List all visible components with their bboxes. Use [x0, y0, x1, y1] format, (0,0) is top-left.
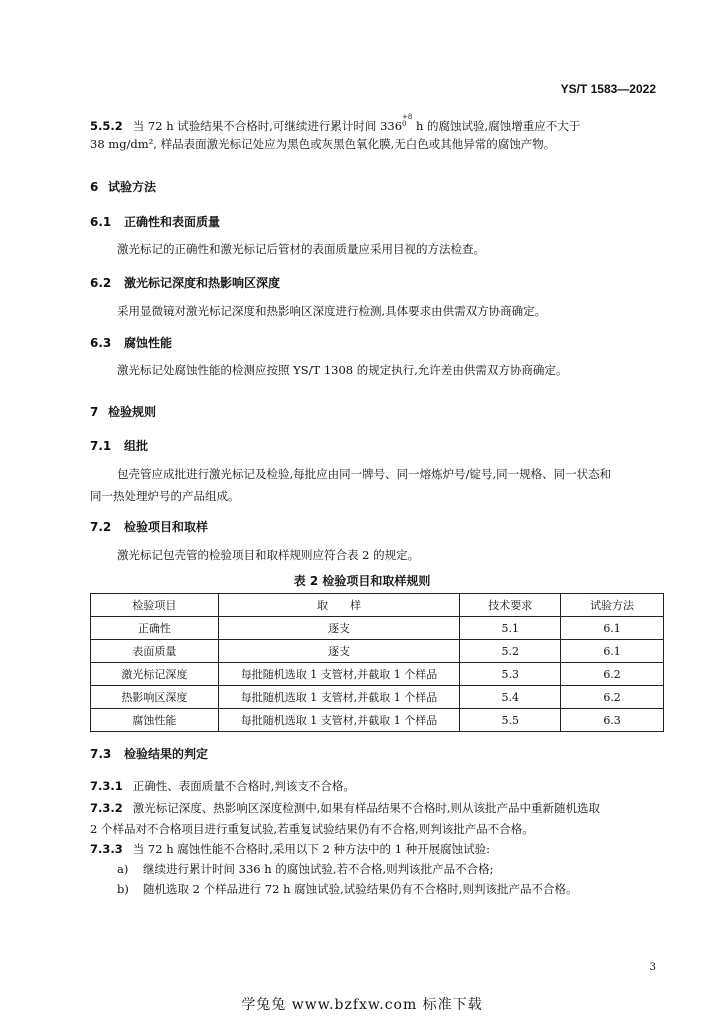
- table-row: [91, 617, 664, 640]
- tolerance-upper: +8: [402, 113, 413, 121]
- table-cell: 6.2: [561, 663, 664, 686]
- clause-7-3-2-line1: [90, 801, 600, 815]
- section-number: 7.1: [90, 439, 112, 453]
- section-title: 检验规则: [108, 405, 157, 419]
- clause-7-3-1: [90, 779, 355, 793]
- clause-7-3-2-line2: 2 个样品对不合格项目进行重复试验,若重复试验结果仍有不合格,则判该批产品不合格。: [90, 822, 534, 836]
- table-cell: 热影响区深度: [91, 686, 219, 709]
- table-row: [91, 709, 664, 732]
- clause-text: 激光标记深度、热影响区深度检测中,如果有样品结果不合格时,则从该批产品中重新随机选取: [132, 801, 601, 815]
- section-7-1-text-line2: 同一热处理炉号的产品组成。: [90, 489, 240, 503]
- list-marker: a): [117, 862, 129, 876]
- section-title: 激光标记深度和热影响区深度: [124, 276, 281, 290]
- section-number: 7.3: [90, 747, 112, 761]
- header-cell: 技术要求: [460, 594, 561, 617]
- inspection-table: [90, 593, 664, 732]
- section-number: 6.3: [90, 336, 112, 350]
- clause-text: 当 72 h 试验结果不合格时,可继续进行累计时间 336: [132, 119, 403, 133]
- section-6-1-heading: [90, 213, 220, 230]
- clause-5-5-2-line1: [90, 114, 580, 133]
- clause-text: 正确性、表面质量不合格时,判该支不合格。: [132, 779, 355, 793]
- table-cell: 5.5: [460, 709, 561, 732]
- tolerance-lower: 0: [402, 120, 407, 128]
- section-7-3-heading: [90, 745, 208, 762]
- list-marker: b): [117, 882, 129, 896]
- section-7-1-heading: [90, 437, 148, 454]
- clause-number: 7.3.1: [90, 779, 123, 793]
- section-title: 试验方法: [108, 180, 157, 194]
- section-title: 组批: [124, 439, 149, 453]
- table-cell: 逐支: [218, 617, 460, 640]
- table-cell: 5.2: [460, 640, 561, 663]
- section-number: 7: [90, 405, 99, 419]
- section-title: 检验项目和取样: [124, 520, 209, 534]
- clause-number: 5.5.2: [90, 119, 123, 133]
- table-cell: 5.1: [460, 617, 561, 640]
- header-cell: 试验方法: [561, 594, 664, 617]
- section-6-2-text: 采用显微镜对激光标记深度和热影响区深度进行检测,具体要求由供需双方协商确定。: [117, 304, 547, 318]
- standard-number: YS/T 1583—2022: [560, 82, 656, 96]
- clause-number: 7.3.3: [90, 842, 123, 856]
- section-6-3-text: 激光标记处腐蚀性能的检测应按照 YS/T 1308 的规定执行,允许差由供需双方协商确定。: [117, 363, 568, 377]
- section-number: 7.2: [90, 520, 112, 534]
- footer-watermark: 学兔兔 www.bzfxw.com 标准下载: [241, 997, 483, 1013]
- table-cell: 正确性: [91, 617, 219, 640]
- table-cell: 每批随机选取 1 支管材,并截取 1 个样品: [218, 663, 460, 686]
- table-row: [91, 686, 664, 709]
- section-6-3-heading: [90, 334, 172, 351]
- table-row: [91, 663, 664, 686]
- table-cell: 6.1: [561, 617, 664, 640]
- tolerance: [402, 114, 412, 128]
- table-cell: 5.3: [460, 663, 561, 686]
- table-cell: 6.1: [561, 640, 664, 663]
- table-cell: 腐蚀性能: [91, 709, 219, 732]
- section-6-heading: [90, 178, 156, 195]
- table-cell: 表面质量: [91, 640, 219, 663]
- section-title: 正确性和表面质量: [124, 215, 221, 229]
- section-number: 6.1: [90, 215, 112, 229]
- list-item-text: 继续进行累计时间 336 h 的腐蚀试验,若不合格,则判该批产品不合格;: [143, 862, 494, 876]
- list-item-a: [117, 862, 494, 876]
- section-title: 检验结果的判定: [124, 747, 209, 761]
- table-cell: 逐支: [218, 640, 460, 663]
- section-number: 6: [90, 180, 99, 194]
- table-cell: 6.3: [561, 709, 664, 732]
- section-7-heading: [90, 403, 156, 420]
- clause-text: 当 72 h 腐蚀性能不合格时,采用以下 2 种方法中的 1 种开展腐蚀试验:: [132, 842, 491, 856]
- list-item-b: [117, 882, 577, 896]
- clause-7-3-3: [90, 842, 490, 856]
- section-7-2-text: 激光标记包壳管的检验项目和取样规则应符合表 2 的规定。: [117, 548, 420, 562]
- header-cell: 检验项目: [91, 594, 219, 617]
- table-caption: 表 2 检验项目和取样规则: [293, 574, 431, 588]
- table-row: [91, 640, 664, 663]
- section-6-2-heading: [90, 274, 280, 291]
- table-cell: 每批随机选取 1 支管材,并截取 1 个样品: [218, 686, 460, 709]
- table-cell: 5.4: [460, 686, 561, 709]
- table-header-row: [91, 594, 664, 617]
- clause-number: 7.3.2: [90, 801, 123, 815]
- section-7-2-heading: [90, 518, 208, 535]
- section-title: 腐蚀性能: [124, 336, 173, 350]
- header-cell: 取 样: [218, 594, 460, 617]
- table-cell: 6.2: [561, 686, 664, 709]
- list-item-text: 随机选取 2 个样品进行 72 h 腐蚀试验,试验结果仍有不合格时,则判该批产品不合格。: [143, 882, 578, 896]
- section-number: 6.2: [90, 276, 112, 290]
- clause-text-cont: h 的腐蚀试验,腐蚀增重应不大于: [412, 119, 581, 133]
- table-cell: 每批随机选取 1 支管材,并截取 1 个样品: [218, 709, 460, 732]
- page-number: 3: [649, 962, 656, 973]
- section-6-1-text: 激光标记的正确性和激光标记后管材的表面质量应采用目视的方法检查。: [117, 242, 485, 256]
- table-cell: 激光标记深度: [91, 663, 219, 686]
- clause-5-5-2-line2: 38 mg/dm², 样品表面激光标记处应为黑色或灰黑色氧化膜,无白色或其他异常的腐蚀产物。: [90, 137, 556, 151]
- section-7-1-text-line1: 包壳管应成批进行激光标记及检验,每批应由同一牌号、同一熔炼炉号/锭号,同一规格、同一状态和: [117, 467, 612, 481]
